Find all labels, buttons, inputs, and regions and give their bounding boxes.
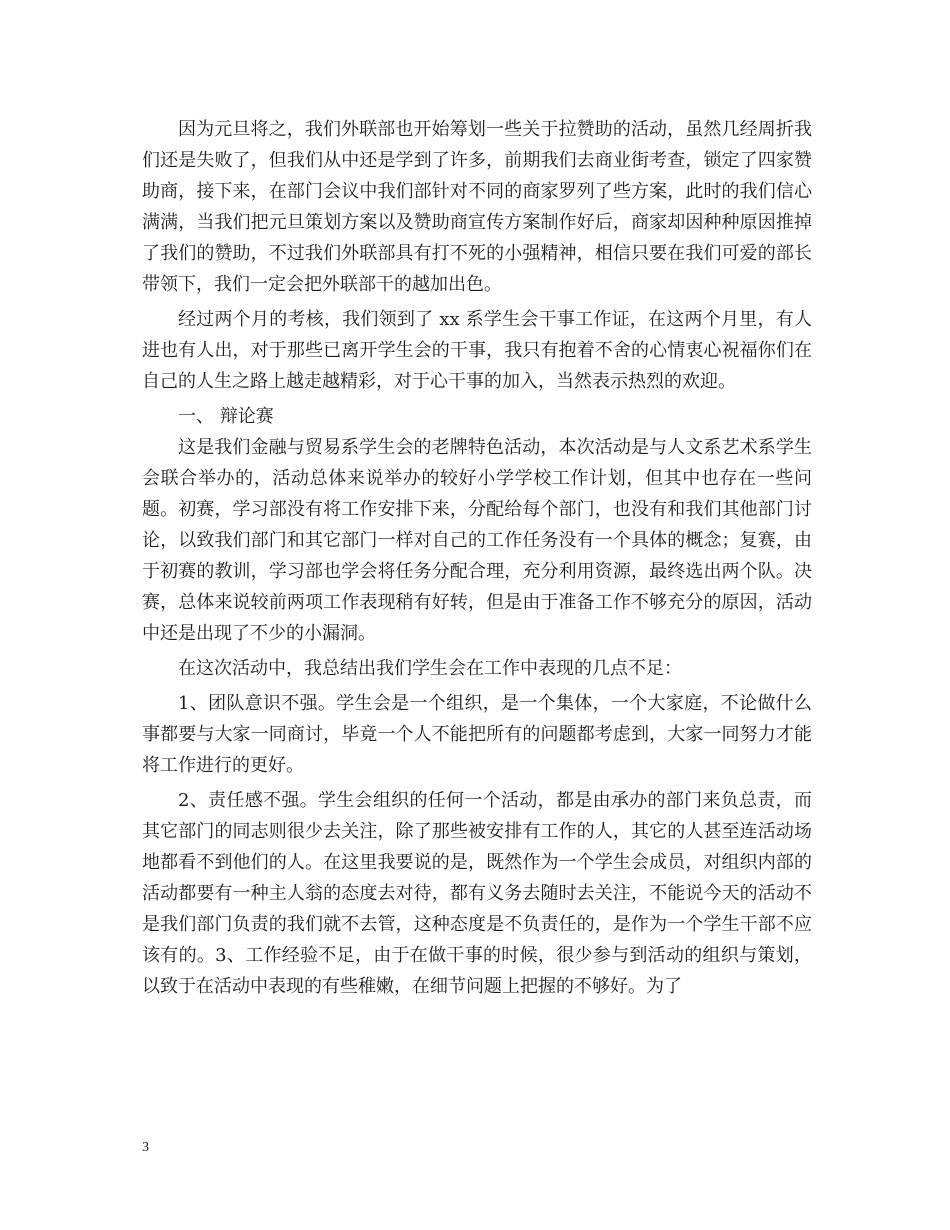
paragraph-debate: 这是我们金融与贸易系学生会的老牌特色活动，本次活动是与人文系艺术系学生会联合举办的，活动总体来说举办的较好小学学校工作计划，但其中也存在一些问题。初赛，学习部没有将工作安排下来，分配给每个部门，也没有和我们其他部门讨论，以致我们部门和其它部门一样对自己的工作任务没有一个具体的概念；复赛，由于初赛的教训，学习部也学会将任务分配合理，充分利用资源，最终选出两个队。决赛，总体来说较前两项工作表现稍有好转，但是由于准备工作不够充分的原因，活动中还是出现了不少的小漏洞。 [142,437,812,644]
section-heading-debate: 一、 辩论赛 [178,406,274,427]
document-body [142,114,812,1002]
paragraph-shortcomings-intro: 在这次活动中，我总结出我们学生会在工作中表现的几点不足： [178,658,682,679]
paragraph-teamwork: 1、团队意识不强。学生会是一个组织，是一个集体，一个大家庭，不论做什么事都要与大家一同商讨，毕竟一个人不能把所有的问题都考虑到，大家一同努力才能将工作进行的更好。 [142,693,812,776]
page-number: 3 [142,1140,149,1155]
paragraph-sponsorship: 因为元旦将之，我们外联部也开始筹划一些关于拉赞助的活动，虽然几经周折我们还是失败了，但我们从中还是学到了许多，前期我们去商业街考查，锁定了四家赞助商，接下来，在部门会议中我们部针对不同的商家罗列了些方案，此时的我们信心满满，当我们把元旦策划方案以及赞助商宣传方案制作好后，商家却因种种原因推掉了我们的赞助，不过我们外联部具有打不死的小强精神，相信只要在我们可爱的部长带领下，我们一定会把外联部干的越加出色。 [142,119,812,295]
paragraph-responsibility: 2、责任感不强。学生会组织的任何一个活动，都是由承办的部门来负总责，而其它部门的同志则很少去关注，除了那些被安排有工作的人，其它的人甚至连活动场地都看不到他们的人。在这里我要说的是，既然作为一个学生会成员，对组织内部的活动都要有一种主人翁的态度去对待，都有义务去随时去关注，不能说今天的活动不是我们部门负责的我们就不去管，这种态度是不负责任的，是作为一个学生干部不应该有的。3、工作经验不足，由于在做干事的时候，很少参与到活动的组织与策划，以致于在活动中表现的有些稚嫩，在细节问题上把握的不够好。为了 [142,790,812,997]
paragraph-assessment: 经过两个月的考核，我们领到了 xx 系学生会干事工作证，在这两个月里，有人进也有人出，对于那些已离开学生会的干事，我只有抱着不舍的心情衷心祝福你们在自己的人生之路上越走越精彩，对于心干事的加入，当然表示热烈的欢迎。 [142,309,812,392]
